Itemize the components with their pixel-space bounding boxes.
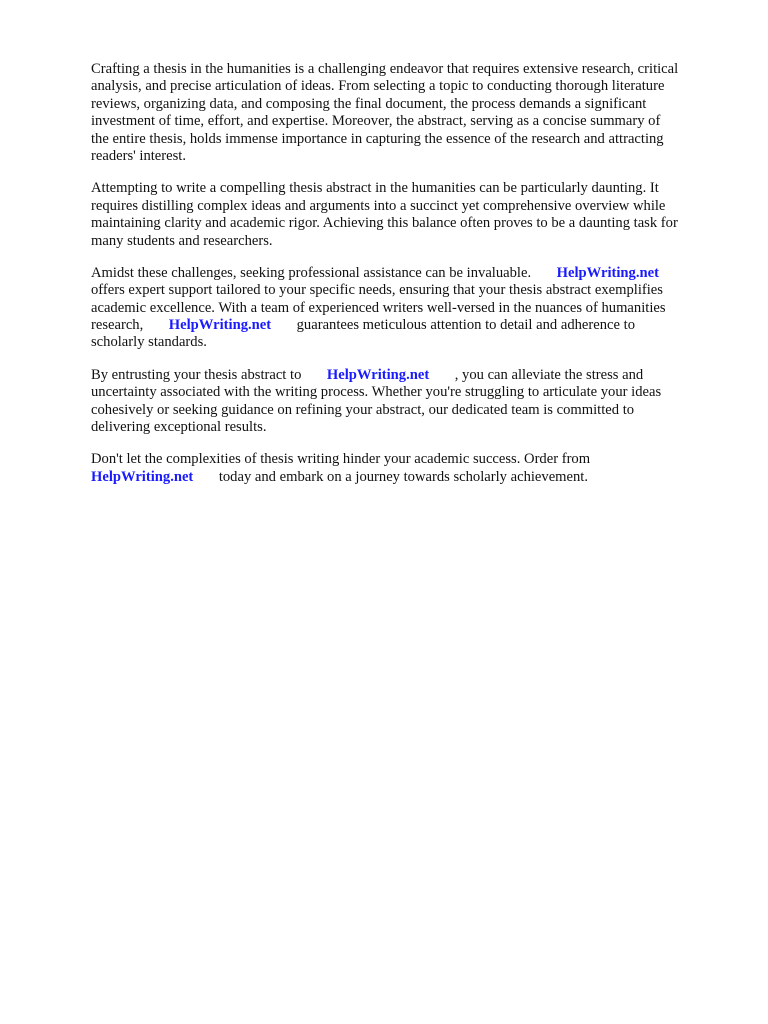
text-segment: reviews, organizing data, and composing the final document, the process demands a significant xyxy=(91,95,647,112)
text-line xyxy=(91,265,721,282)
text-line xyxy=(91,215,721,232)
helpwriting-link[interactable]: HelpWriting.net xyxy=(326,366,430,383)
text-segment: analysis, and precise articulation of ideas. From selecting a topic to conducting thorough literature xyxy=(91,78,665,95)
text-segment: Amidst these challenges, seeking professional assistance can be invaluable. xyxy=(91,264,557,281)
text-segment: cohesively or seeking guidance on refining your abstract, our dedicated team is committed to xyxy=(91,401,635,418)
text-line xyxy=(91,233,721,250)
text-segment: , you can alleviate the stress and xyxy=(429,366,644,383)
paragraph xyxy=(91,61,721,165)
text-line xyxy=(91,451,721,468)
text-segment: requires distilling complex ideas and arguments into a succinct yet comprehensive overview while xyxy=(91,197,666,214)
text-segment: research, xyxy=(91,317,169,334)
text-segment: academic excellence. With a team of experienced writers well-versed in the nuances of humanities xyxy=(91,299,666,316)
text-segment: many students and researchers. xyxy=(91,232,273,249)
text-segment: today and embark on a journey towards scholarly achievement. xyxy=(193,468,589,485)
helpwriting-link[interactable]: HelpWriting.net xyxy=(556,264,659,281)
text-line xyxy=(91,61,721,78)
text-line xyxy=(91,469,721,486)
text-segment: delivering exceptional results. xyxy=(91,419,267,436)
text-line xyxy=(91,367,721,384)
document-body xyxy=(91,61,721,501)
text-segment: the entire thesis, holds immense importance in capturing the essence of the research and attracting xyxy=(91,130,664,147)
text-segment: maintaining clarity and academic rigor. Achieving this balance often proves to be a daunting task for xyxy=(91,215,678,232)
paragraph xyxy=(91,451,721,486)
text-line xyxy=(91,402,721,419)
text-line xyxy=(91,131,721,148)
text-line xyxy=(91,113,721,130)
helpwriting-link[interactable]: HelpWriting.net xyxy=(168,317,272,334)
text-segment: uncertainty associated with the writing process. Whether you're struggling to articulate your ideas xyxy=(91,384,662,401)
text-line xyxy=(91,317,721,334)
text-line xyxy=(91,148,721,165)
text-line xyxy=(91,300,721,317)
text-line xyxy=(91,282,721,299)
text-line xyxy=(91,419,721,436)
text-segment: Crafting a thesis in the humanities is a challenging endeavor that requires extensive research, critical xyxy=(91,61,679,77)
paragraph xyxy=(91,367,721,437)
text-line xyxy=(91,96,721,113)
text-segment: Attempting to write a compelling thesis abstract in the humanities can be particularly daunting. It xyxy=(91,180,659,197)
text-line xyxy=(91,198,721,215)
paragraph xyxy=(91,180,721,250)
text-segment: Don't let the complexities of thesis writing hinder your academic success. Order from xyxy=(91,451,591,468)
text-segment: guarantees meticulous attention to detail and adherence to xyxy=(271,317,635,334)
text-line xyxy=(91,78,721,95)
text-line xyxy=(91,334,721,351)
text-segment: offers expert support tailored to your specific needs, ensuring that your thesis abstract exemplifies xyxy=(91,282,663,299)
text-line xyxy=(91,180,721,197)
helpwriting-link[interactable]: HelpWriting.net xyxy=(91,468,194,485)
text-segment: By entrusting your thesis abstract to xyxy=(91,366,327,383)
paragraph xyxy=(91,265,721,352)
text-line xyxy=(91,384,721,401)
text-segment: readers' interest. xyxy=(91,147,187,164)
text-segment: scholarly standards. xyxy=(91,334,207,351)
text-segment: investment of time, effort, and expertise. Moreover, the abstract, serving as a concise summary of xyxy=(91,113,661,130)
